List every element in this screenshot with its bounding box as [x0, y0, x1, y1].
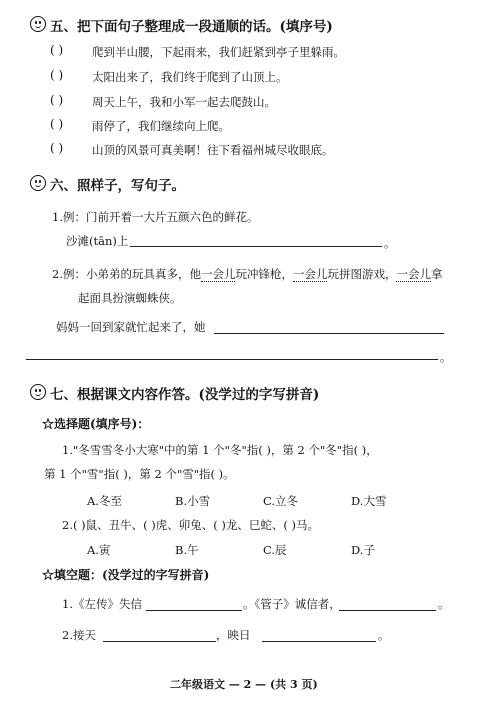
option-c[interactable]: C.辰 — [263, 543, 287, 557]
sentence-2: 太阳出来了，我们终于爬到了山顶上。 — [92, 70, 288, 84]
sentence-1: 爬到半山腰，下起雨来，我们赶紧到亭子里躲雨。 — [92, 45, 345, 59]
example-2-part: 玩拼图游戏， — [327, 267, 397, 281]
fill-2-prompt: 2.接天 — [62, 628, 96, 642]
answer-paren[interactable]: ( ) — [50, 93, 64, 107]
answer-paren[interactable]: ( ) — [50, 68, 64, 82]
question-1-line-1: 1."冬雪雪冬小大寒"中的第 1 个"冬"指( )，第 2 个"冬"指( )， — [62, 443, 378, 457]
choice-title: ☆选择题(填序号)： — [42, 417, 150, 431]
sentence-3: 周天上午，我和小军一起去爬鼓山。 — [92, 95, 276, 109]
example-1: 1.例：门前开着一大片五颜六色的鲜花。 — [52, 210, 259, 224]
answer-paren[interactable]: ( ) — [50, 43, 64, 57]
smiley-icon — [30, 16, 46, 32]
fill-2-mid: ，映日 — [216, 628, 251, 642]
sentence-5: 山顶的风景可真美啊！往下看福州城尽收眼底。 — [92, 143, 334, 157]
answer-line[interactable] — [26, 359, 438, 360]
question-1-line-2: 第 1 个"雪"指( )，第 2 个"雪"指( )。 — [44, 467, 235, 481]
period: 。 — [438, 597, 450, 611]
task-2-prompt: 妈妈一回到家就忙起来了，她 — [56, 320, 206, 334]
answer-line[interactable] — [214, 333, 444, 334]
example-2-emphasis: 一会儿 — [292, 267, 328, 281]
example-2-part: 拿 — [430, 267, 443, 281]
fill-1-mid: 。《管子》诚信者， — [243, 597, 341, 611]
period: 。 — [384, 236, 396, 250]
period: 。 — [440, 350, 452, 364]
example-2-emphasis: 一会儿 — [200, 267, 236, 281]
fill-1-prompt: 1.《左传》失信 — [62, 597, 142, 611]
option-a[interactable]: A.冬至 — [87, 494, 122, 508]
fill-title: ☆填空题：(没学过的字写拼音) — [42, 568, 210, 582]
period: 。 — [378, 628, 390, 642]
example-2-part: 玩冲锋枪， — [235, 267, 293, 281]
answer-paren[interactable]: ( ) — [50, 117, 64, 131]
section6-heading: 六、照样子，写句子。 — [50, 178, 185, 194]
option-c[interactable]: C.立冬 — [263, 494, 299, 508]
example-2-line-2: 起面具扮演蜘蛛侠。 — [78, 291, 182, 305]
smiley-icon — [30, 175, 46, 191]
answer-line[interactable] — [146, 610, 242, 611]
option-b[interactable]: B.小雪 — [175, 494, 211, 508]
option-a[interactable]: A.寅 — [87, 543, 111, 557]
option-d[interactable]: D.子 — [351, 543, 375, 557]
answer-line[interactable] — [262, 641, 376, 642]
page-footer: 二年级语文 — 2 — (共 3 页) — [170, 678, 318, 691]
task-1-prompt: 沙滩(tān)上 — [66, 234, 129, 248]
answer-line[interactable] — [130, 246, 382, 247]
smiley-icon — [30, 384, 46, 400]
section5-heading: 五、把下面句子整理成一段通顺的话。(填序号) — [50, 19, 333, 35]
option-b[interactable]: B.午 — [175, 543, 199, 557]
option-d[interactable]: D.大雪 — [351, 494, 387, 508]
answer-line[interactable] — [103, 641, 216, 642]
answer-paren[interactable]: ( ) — [50, 141, 64, 155]
example-2-part: 2.例：小弟弟的玩具真多，他 — [52, 267, 201, 281]
example-2-line-1 — [52, 266, 442, 282]
sentence-4: 雨停了，我们继续向上爬。 — [92, 119, 230, 133]
example-2-emphasis: 一会儿 — [396, 267, 431, 281]
answer-line[interactable] — [339, 610, 436, 611]
question-2: 2.( )鼠、丑牛、( )虎、卯兔、( )龙、巳蛇、( )马。 — [62, 518, 319, 532]
section7-heading: 七、根据课文内容作答。(没学过的字写拼音) — [50, 387, 320, 403]
